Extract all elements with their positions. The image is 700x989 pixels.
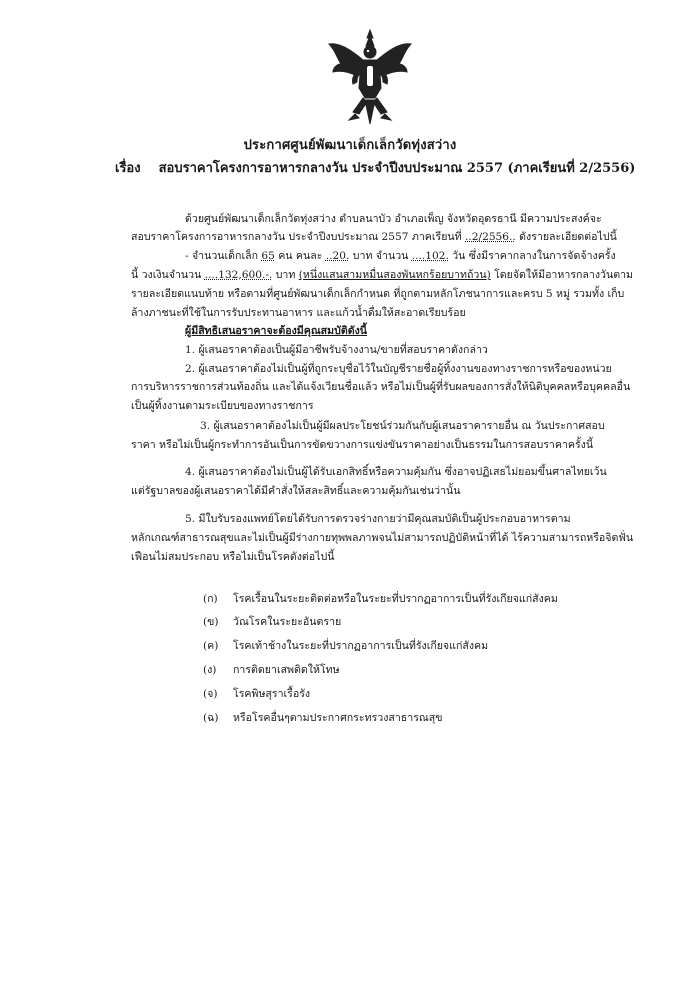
list-item: (ค) โรคเท้าช้างในระยะที่ปรากฏอาการเป็นที่รังเกียจแก่สังคม — [203, 640, 489, 652]
qualification-5-line-1: 5. มีใบรับรองแพทย์โดยได้รับการตรวจร่างกายว่ามีคุณสมบัติเป็นผู้ประกอบอาหารตาม — [185, 513, 571, 525]
details-line-1: - จำนวนเด็กเล็ก 65 คน คนละ ..20. บาท จำนวน ....102. วัน ซึ่งมีราคากลางในการจัดจ้างครั้ง — [185, 250, 616, 262]
list-item: (ฉ) หรือโรคอื่นๆตามประกาศกระทรวงสาธารณสุข — [203, 712, 443, 724]
document-subject — [115, 157, 635, 178]
subject-label: เรื่อง — [115, 161, 141, 176]
list-item: (จ) โรคพิษสุราเรื้อรัง — [203, 688, 311, 700]
garuda-emblem-icon — [325, 28, 415, 128]
qualification-2-line-1: 2. ผู้เสนอราคาต้องไม่เป็นผู้ที่ถูกระบุชื่อไว้ในบัญชีรายชื่อผู้ทิ้งงานของทางราชการหรือของหน่วย — [185, 363, 612, 375]
qualification-2-line-3: เป็นผู้ทิ้งงานตามระเบียบของทางราชการ — [131, 400, 314, 412]
list-item: (ข) วัณโรคในระยะอันตราย — [203, 616, 342, 628]
intro-line-1: ด้วยศูนย์พัฒนาเด็กเล็กวัดทุ่งสว่าง ตำบลนาบัว อำเภอเพ็ญ จังหวัดอุดรธานี มีความประสงค์จะ — [185, 213, 602, 225]
children-count: 65 — [261, 250, 275, 262]
semester-value: ..2/2556.. — [465, 231, 516, 243]
qualification-4-line-1: 4. ผู้เสนอราคาต้องไม่เป็นผู้ได้รับเอกสิทธิ์หรือความคุ้มกัน ซึ่งอาจปฏิเสธไม่ยอมขึ้นศาลไทยเว้น — [185, 466, 607, 478]
qualification-2-line-2: การบริหารราชการส่วนท้องถิ่น และได้แจ้งเวียนชื่อแล้ว หรือไม่เป็นผู้ที่รับผลของการสั่งให้นิติบุคคลหรือบุคคลอื่น — [131, 381, 631, 393]
budget-amount: ....132,600.-. — [204, 269, 273, 281]
subject-text: สอบราคาโครงการอาหารกลางวัน ประจำปีงบประมาณ 2557 (ภาคเรียนที่ 2/2556) — [158, 161, 636, 176]
details-line-2: นี้ วงเงินจำนวน ....132,600.-. บาท (หนึ่งแสนสามหมื่นสองพันหกร้อยบาทถ้วน) โดยจัดให้มีอาหารกลางวันตาม — [131, 269, 634, 281]
qualification-5-line-3: เฟือนไม่สมประกอบ หรือไม่เป็นโรคดังต่อไปนี้ — [131, 551, 335, 563]
list-item: (ก) โรคเรื้อนในระยะติดต่อหรือในระยะที่ปรากฏอาการเป็นที่รังเกียจแก่สังคม — [203, 593, 558, 605]
qualifications-heading: ผู้มีสิทธิเสนอราคาจะต้องมีคุณสมบัติดังนี้ — [185, 325, 368, 337]
budget-in-words: (หนึ่งแสนสามหมื่นสองพันหกร้อยบาทถ้วน) — [298, 269, 491, 281]
qualification-1: 1. ผู้เสนอราคาต้องเป็นผู้มีอาชีพรับจ้างงาน/ขายที่สอบราคาดังกล่าว — [185, 344, 488, 356]
qualification-5-line-2: หลักเกณฑ์สาธารณสุขและไม่เป็นผู้มีร่างกายทุพพลภาพจนไม่สามารถปฏิบัติหน้าที่ได้ ไร้ความสามารถหรือจิตฟั่น — [131, 532, 634, 544]
details-line-4: ล้างภาชนะที่ใช้ในการรับประทานอาหาร และแก้วน้ำดื่มให้สะอาดเรียบร้อย — [131, 307, 466, 319]
qualification-4-line-2: แต่รัฐบาลของผู้เสนอราคาได้มีคำสั่งให้สละสิทธิ์และความคุ้มกันเช่นว่านั้น — [131, 485, 461, 497]
details-line-3: รายละเอียดแนบท้าย หรือตามที่ศูนย์พัฒนาเด็กเล็กกำหนด ที่ถูกตามหลักโภชนาการและครบ 5 หมู่ รวมทั้ง เก็บ — [131, 288, 625, 300]
list-item: (ง) การติดยาเสพติดให้โทษ — [203, 664, 340, 676]
price-per-child: ..20. — [325, 250, 350, 262]
qualification-3-line-2: ราคา หรือไม่เป็นผู้กระทำการอันเป็นการขัดขวางการแข่งขันราคาอย่างเป็นธรรมในการสอบราคาครั้งนี้ — [131, 439, 594, 451]
days-count: ....102. — [411, 250, 449, 262]
qualification-3-line-1: 3. ผู้เสนอราคาต้องไม่เป็นผู้มีผลประโยชน์ร่วมกันกับผู้เสนอราคารายอื่น ณ วันประกาศสอบ — [200, 420, 605, 432]
intro-line-2: สอบราคาโครงการอาหารกลางวัน ประจำปีงบประมาณ 2557 ภาคเรียนที่ ..2/2556.. ดังรายละเอียดต่อไปนี้ — [131, 231, 617, 243]
document-title: ประกาศศูนย์พัฒนาเด็กเล็กวัดทุ่งสว่าง — [243, 138, 457, 153]
